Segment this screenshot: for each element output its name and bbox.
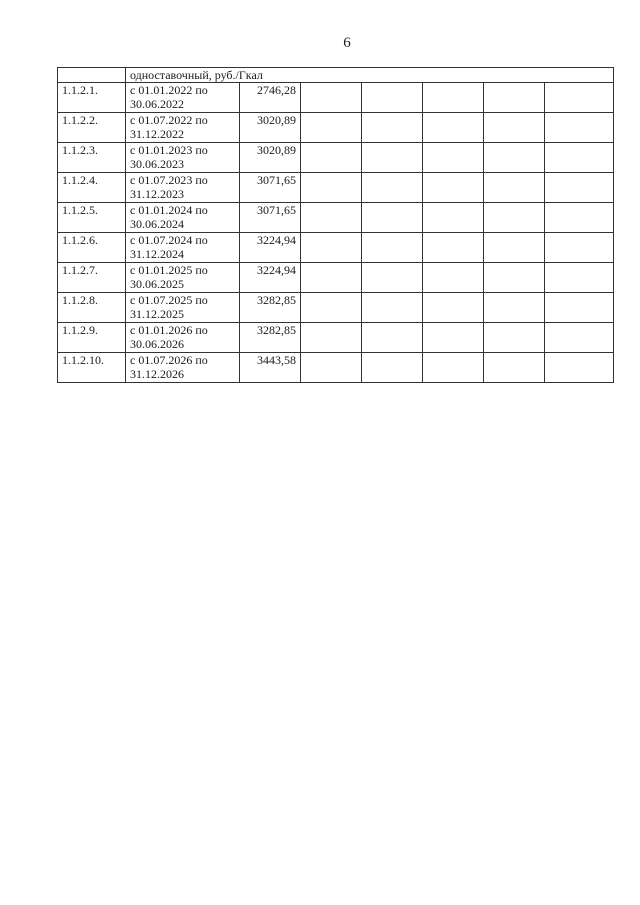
- table-row: [58, 203, 614, 233]
- period-cell: [126, 203, 240, 233]
- period-end: 31.12.2023: [130, 187, 184, 201]
- row-number: 1.1.2.3.: [58, 143, 126, 173]
- period-end: 31.12.2026: [130, 367, 184, 381]
- table-row: [58, 113, 614, 143]
- tariff-value: 3224,94: [240, 263, 301, 293]
- empty-cell: [301, 293, 362, 323]
- tariff-value: 3071,65: [240, 173, 301, 203]
- row-number: 1.1.2.10.: [58, 353, 126, 383]
- empty-cell: [301, 233, 362, 263]
- empty-cell: [484, 203, 545, 233]
- period-cell: [126, 233, 240, 263]
- empty-cell: [423, 323, 484, 353]
- empty-cell: [423, 113, 484, 143]
- empty-cell: [484, 143, 545, 173]
- empty-cell: [484, 83, 545, 113]
- page-number: 6: [343, 35, 351, 51]
- tariff-value: 3282,85: [240, 293, 301, 323]
- period-end: 31.12.2024: [130, 247, 184, 261]
- period-end: 30.06.2023: [130, 157, 184, 171]
- empty-cell: [545, 323, 614, 353]
- row-number: 1.1.2.2.: [58, 113, 126, 143]
- period-end: 31.12.2022: [130, 127, 184, 141]
- table-row: [58, 83, 614, 113]
- table-row: [58, 293, 614, 323]
- period-end: 30.06.2022: [130, 97, 184, 111]
- empty-cell: [362, 353, 423, 383]
- empty-cell: [362, 83, 423, 113]
- empty-cell: [545, 143, 614, 173]
- empty-cell: [362, 323, 423, 353]
- table-row: [58, 353, 614, 383]
- empty-cell: [301, 203, 362, 233]
- empty-cell: [545, 263, 614, 293]
- tariff-table: [57, 67, 614, 383]
- tariff-value: 3282,85: [240, 323, 301, 353]
- row-number: 1.1.2.5.: [58, 203, 126, 233]
- table-row: [58, 263, 614, 293]
- empty-cell: [484, 173, 545, 203]
- period-cell: [126, 173, 240, 203]
- empty-cell: [545, 353, 614, 383]
- empty-cell: [362, 293, 423, 323]
- empty-cell: [301, 143, 362, 173]
- empty-cell: [362, 203, 423, 233]
- empty-cell: [484, 353, 545, 383]
- period-end: 30.06.2024: [130, 217, 184, 231]
- empty-cell: [484, 233, 545, 263]
- empty-cell: [423, 353, 484, 383]
- header-empty-cell: [58, 68, 126, 83]
- period-start: с 01.07.2026 по: [130, 353, 208, 367]
- empty-cell: [301, 263, 362, 293]
- period-start: с 01.07.2022 по: [130, 113, 208, 127]
- row-number: 1.1.2.9.: [58, 323, 126, 353]
- table-row: [58, 143, 614, 173]
- period-cell: [126, 263, 240, 293]
- tariff-type-label: одноставочный, руб./Гкал: [126, 68, 614, 83]
- empty-cell: [423, 293, 484, 323]
- empty-cell: [545, 233, 614, 263]
- period-cell: [126, 83, 240, 113]
- tariff-value: 2746,28: [240, 83, 301, 113]
- table-row: [58, 233, 614, 263]
- empty-cell: [301, 323, 362, 353]
- empty-cell: [423, 83, 484, 113]
- period-start: с 01.01.2022 по: [130, 83, 208, 97]
- row-number: 1.1.2.7.: [58, 263, 126, 293]
- period-cell: [126, 323, 240, 353]
- tariff-value: 3071,65: [240, 203, 301, 233]
- empty-cell: [423, 143, 484, 173]
- empty-cell: [423, 233, 484, 263]
- empty-cell: [484, 293, 545, 323]
- empty-cell: [423, 173, 484, 203]
- table-header-row: [58, 68, 614, 83]
- empty-cell: [545, 173, 614, 203]
- empty-cell: [484, 113, 545, 143]
- period-cell: [126, 113, 240, 143]
- period-start: с 01.01.2023 по: [130, 143, 208, 157]
- table-row: [58, 173, 614, 203]
- row-number: 1.1.2.8.: [58, 293, 126, 323]
- row-number: 1.1.2.4.: [58, 173, 126, 203]
- empty-cell: [301, 353, 362, 383]
- period-end: 30.06.2025: [130, 277, 184, 291]
- empty-cell: [545, 203, 614, 233]
- empty-cell: [423, 263, 484, 293]
- tariff-value: 3020,89: [240, 143, 301, 173]
- tariff-value: 3020,89: [240, 113, 301, 143]
- table-row: [58, 323, 614, 353]
- row-number: 1.1.2.6.: [58, 233, 126, 263]
- empty-cell: [301, 113, 362, 143]
- period-end: 30.06.2026: [130, 337, 184, 351]
- empty-cell: [362, 263, 423, 293]
- empty-cell: [301, 83, 362, 113]
- empty-cell: [484, 263, 545, 293]
- row-number: 1.1.2.1.: [58, 83, 126, 113]
- period-start: с 01.07.2024 по: [130, 233, 208, 247]
- tariff-value: 3443,58: [240, 353, 301, 383]
- period-start: с 01.01.2025 по: [130, 263, 208, 277]
- empty-cell: [301, 173, 362, 203]
- empty-cell: [545, 113, 614, 143]
- empty-cell: [362, 173, 423, 203]
- period-start: с 01.07.2023 по: [130, 173, 208, 187]
- empty-cell: [545, 293, 614, 323]
- period-start: с 01.01.2026 по: [130, 323, 208, 337]
- period-start: с 01.07.2025 по: [130, 293, 208, 307]
- period-cell: [126, 143, 240, 173]
- empty-cell: [362, 113, 423, 143]
- period-cell: [126, 293, 240, 323]
- empty-cell: [545, 83, 614, 113]
- tariff-value: 3224,94: [240, 233, 301, 263]
- table-body: [58, 68, 614, 383]
- empty-cell: [423, 203, 484, 233]
- empty-cell: [484, 323, 545, 353]
- empty-cell: [362, 233, 423, 263]
- period-end: 31.12.2025: [130, 307, 184, 321]
- period-start: с 01.01.2024 по: [130, 203, 208, 217]
- empty-cell: [362, 143, 423, 173]
- period-cell: [126, 353, 240, 383]
